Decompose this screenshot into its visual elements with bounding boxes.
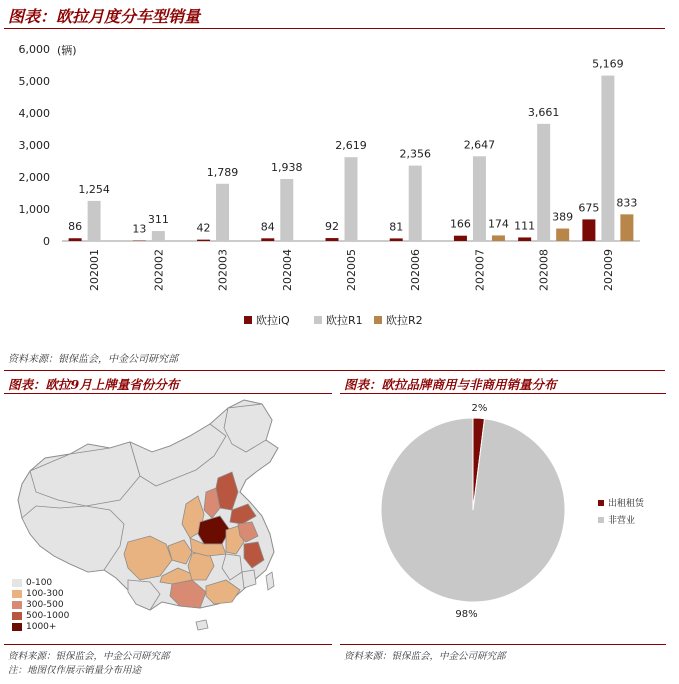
bar-data-label: 92 [325,220,339,234]
map-legend-item [12,578,69,588]
y-tick-label: 1,000 [18,203,50,216]
bar-r2-202009 [620,214,633,241]
bar-r1-202007 [473,156,486,241]
y-tick-label: 0 [43,235,50,248]
legend-swatch [244,316,252,324]
bar-data-label: 13 [132,222,147,236]
x-tick-label: 202002 [152,249,166,291]
map-source: 资料来源：银保监会，中金公司研究部 [8,651,170,662]
pie-slice-non-commercial [381,418,565,602]
bar-iq-202004 [261,238,274,241]
bar-data-label: 3,661 [527,105,560,119]
pie-data-label: 2% [471,403,488,415]
pie-legend [598,497,645,526]
x-tick-label: 202003 [216,249,230,291]
pie-legend-label: 非营业 [608,516,636,526]
y-unit-label: (辆) [57,44,77,57]
bar-r2-202007 [492,235,505,241]
bar-r2-202008 [556,229,569,241]
map-legend [12,578,69,633]
bar-data-label: 86 [68,220,83,234]
bar-data-label: 166 [449,217,471,231]
bar-data-label: 1,254 [78,182,110,196]
main-title-rule [4,28,665,29]
bar-iq-202007 [454,236,467,241]
bar-data-label: 1,789 [206,165,239,179]
map-legend-item [12,589,69,599]
bar-data-label: 174 [487,217,509,231]
pie-chart [340,396,670,636]
bar-chart [0,30,679,370]
bar-data-label: 111 [514,219,536,233]
x-tick-label: 202006 [409,249,423,291]
bar-iq-202008 [518,237,531,241]
x-tick-label: 202005 [345,249,358,291]
bar-r1-202008 [537,124,550,241]
map-legend-label: 100-300 [26,589,64,599]
bar-r1-202004 [280,179,293,241]
pie-source: 资料来源：银保监会，中金公司研究部 [344,651,506,662]
bar-r1-202009 [601,76,614,241]
bar-data-label: 84 [260,220,275,234]
bar-iq-202009 [582,219,595,241]
bar-r1-202001 [88,201,101,241]
pie-marks [381,418,565,602]
bar-data-label: 2,619 [335,139,367,153]
bar-data-label: 311 [147,213,169,227]
bar-data-label: 2,356 [399,147,431,161]
y-axis [19,43,51,248]
y-tick-label: 5,000 [18,75,50,88]
pie-panel-title: 图表：欧拉品牌商用与非商用销量分布 [344,377,557,392]
y-tick-label: 4,000 [18,107,50,120]
bar-data-label: 675 [578,201,600,215]
pie-data-label: 98% [455,608,478,620]
map-legend-item [12,600,69,610]
x-tick-label: 202007 [473,249,487,291]
x-tick-label: 202004 [280,249,294,291]
map-legend-swatch [12,601,22,609]
bar-legend [244,313,423,327]
pie-legend-swatch [598,517,604,523]
map-note: 注：地图仅作展示销量分布用途 [8,665,142,676]
bar-data-label: 2,647 [463,138,496,152]
bar-data-label: 389 [552,210,574,224]
x-tick-label: 202009 [601,249,615,291]
map-legend-item [12,611,69,621]
legend-label: 欧拉iQ [256,314,290,327]
map-outline-tibet [22,506,124,572]
map-region-hainan [196,620,208,630]
bar-data-label: 42 [196,221,211,235]
map-panel-title: 图表：欧拉9月上牌量省份分布 [8,377,180,392]
map-legend-swatch [12,579,22,587]
x-tick-label: 202001 [88,249,102,291]
map-legend-label: 300-500 [26,600,64,610]
map-legend-swatch [12,590,22,598]
legend-swatch [314,316,322,324]
main-source: 资料来源：银保监会，中金公司研究部 [8,354,178,365]
bar-iq-202003 [197,240,210,241]
y-tick-label: 2,000 [18,171,50,184]
bar-r1-202003 [216,184,229,241]
map-region-taiwan [266,572,274,590]
pie-legend-label: 出租租赁 [608,499,645,509]
bar-data-label: 5,169 [592,57,624,71]
pie-legend-swatch [598,500,604,506]
main-source-rule [4,370,665,371]
map-legend-item [12,622,69,632]
bar-iq-202005 [326,238,339,241]
legend-label: 欧拉R1 [326,314,363,327]
map-legend-label: 500-1000 [26,611,70,621]
map-region-fujian [242,570,256,588]
bar-data-label: 1,938 [271,160,303,174]
bar-iq-202006 [390,238,403,241]
y-tick-label: 3,000 [18,139,50,152]
bar-data-label: 833 [616,196,638,210]
main-chart-title: 图表：欧拉月度分车型销量 [8,7,201,26]
bar-r1-202005 [345,157,358,241]
legend-label: 欧拉R2 [386,314,423,327]
map-legend-swatch [12,623,22,631]
map-legend-swatch [12,612,22,620]
bar-data-label: 81 [389,220,404,234]
map-legend-label: 1000+ [26,622,57,632]
bar-r1-202002 [152,231,165,241]
legend-swatch [374,316,382,324]
x-tick-labels [88,249,615,291]
x-tick-label: 202008 [537,249,551,291]
bar-r1-202006 [409,166,422,241]
pie-source-rule [340,644,666,645]
map-legend-label: 0-100 [26,578,53,588]
pie-title-rule [340,393,666,394]
bar-iq-202001 [69,238,82,241]
map-title-rule [4,393,332,394]
y-tick-label: 6,000 [18,43,50,56]
map-source-rule [4,644,332,645]
